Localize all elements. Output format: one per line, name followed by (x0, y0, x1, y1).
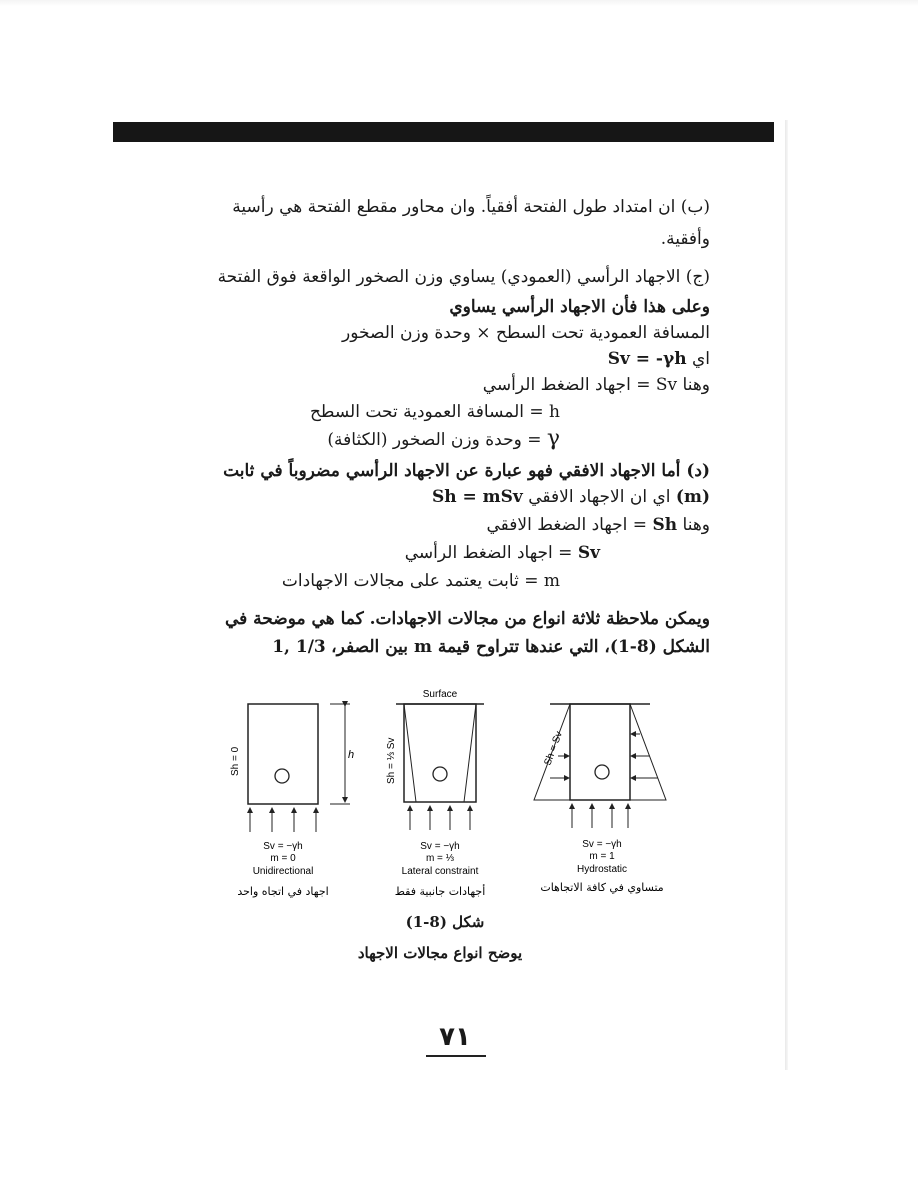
symbol-sv-2: Sv (577, 543, 600, 563)
surface-label: Surface (422, 689, 458, 700)
equation-sv: Sv = -γh (607, 349, 687, 369)
text-line-10 (223, 460, 710, 482)
m-range: 1, 1/3 (272, 637, 326, 657)
text-line-15-text: ويمكن ملاحظة ثلاثة انواع من مجالات الاجهادات. كما هي موضحة في (224, 609, 710, 629)
panel-3-side-label: Sh = Sv (542, 730, 565, 768)
text-line-3: (ج) الاجهاد الرأسي (العمودي) يساوي وزن الصخور الواقعة فوق الفتحة (217, 267, 710, 287)
panel-1-name: Unidirectional (252, 866, 314, 877)
text-line-8 (310, 401, 560, 423)
text-line-9-def: = وحدة وزن الصخور (الكثافة) (327, 430, 542, 450)
panel-unidirectional (230, 704, 354, 898)
opening-circle-3 (595, 765, 609, 779)
text-line-8-def: = المسافة العمودية تحت السطح (309, 402, 544, 422)
text-line-10-text: (د) أما الاجهاد الافقي فهو عبارة عن الاجهاد الرأسي مضروباً في ثابت (223, 461, 710, 481)
text-line-6 (608, 348, 710, 370)
text-line-4 (449, 296, 710, 318)
page-number-underline (426, 1055, 486, 1057)
panel-2-m: m = ⅓ (425, 853, 455, 864)
right-pressure-triangle-3 (630, 704, 666, 800)
panel-lateral-constraint (386, 689, 485, 898)
panel-3-arabic: متساوي في كافة الاتجاهات (540, 881, 664, 894)
panel-2-formula: Sv = −γh (420, 841, 460, 852)
text-line-14 (282, 570, 560, 592)
figure-caption: يوضح انواع مجالات الاجهاد (357, 944, 523, 962)
equation-sh: Sh = mSv (431, 487, 523, 507)
text-line-7 (483, 374, 710, 396)
text-line-5: المسافة العمودية تحت السطح × وحدة وزن الصخور (342, 323, 710, 343)
header-bar (113, 122, 774, 142)
opening-circle-2 (433, 767, 447, 781)
rock-block-1 (248, 704, 318, 804)
text-line-11 (432, 486, 710, 508)
scan-edge (0, 0, 918, 6)
vertical-stress-arrows-3 (572, 804, 628, 828)
symbol-m-2: m (543, 571, 560, 591)
panel-3-name: Hydrostatic (576, 864, 628, 875)
opening-circle-1 (275, 769, 289, 783)
page-number: ٧١ (439, 1022, 471, 1052)
text-line-16 (272, 636, 710, 658)
panel-3-m: m = 1 (589, 851, 615, 862)
panel-1-formula: Sv = −γh (263, 841, 303, 852)
text-line-6-label: اي (691, 349, 710, 369)
stress-field-diagram (200, 684, 730, 914)
rock-block-2 (404, 704, 476, 802)
symbol-gamma: γ (546, 426, 560, 451)
text-line-12-def: = اجهاد الضغط الافقي (486, 515, 648, 535)
text-line-7-label: وهنا (682, 375, 710, 395)
text-line-2: وأفقية. (660, 229, 710, 249)
text-line-1: (ب) ان امتداد طول الفتحة أفقياً. وان محاور مقطع الفتحة هي رأسية (232, 197, 710, 217)
panel-hydrostatic (534, 704, 666, 894)
panel-1-side-label: Sh = 0 (230, 746, 241, 776)
figure-title: شكل (8-1) (405, 913, 485, 931)
horizontal-stress-arrows-3 (550, 734, 658, 778)
symbol-sh: Sh (652, 515, 678, 535)
vertical-stress-arrows-2 (410, 806, 470, 830)
text-line-15 (225, 608, 710, 630)
text-line-14-def: = ثابت يعتمد على مجالات الاجهادات (281, 571, 539, 591)
text-line-12-label: وهنا (682, 515, 710, 535)
panel-3-formula: Sv = −γh (582, 839, 622, 850)
text-line-12 (486, 514, 710, 536)
left-pressure-triangle-2 (404, 704, 416, 802)
text-line-16-text: الشكل (8-1)، التي عندها تتراوح قيمة m بين الصفر، (331, 637, 710, 657)
text-line-9 (327, 428, 560, 451)
h-label: h (348, 749, 355, 761)
panel-2-name: Lateral constraint (401, 866, 479, 877)
panel-1-m: m = 0 (270, 853, 296, 864)
text-line-13 (405, 542, 600, 564)
right-pressure-triangle-2 (464, 704, 476, 802)
page-edge-shadow (785, 120, 788, 1070)
text-line-13-def: = اجهاد الضغط الرأسي (404, 543, 573, 563)
vertical-stress-arrows-1 (250, 808, 316, 832)
panel-2-arabic: أجهادات جانبية فقط (394, 885, 486, 898)
text-line-11-label: اي ان الاجهاد الافقي (528, 487, 671, 507)
symbol-h: h (549, 402, 560, 422)
text-line-4-text: وعلى هذا فأن الاجهاد الرأسي يساوي (449, 297, 710, 317)
rock-block-3 (570, 704, 630, 800)
symbol-sv: Sv (655, 375, 678, 395)
panel-2-side-label: Sh = ⅓ Sv (386, 737, 397, 784)
stress-field-figure (200, 684, 730, 914)
symbol-m: (m) (675, 487, 710, 507)
text-line-7-def: = اجهاد الضغط الرأسي (482, 375, 651, 395)
panel-1-arabic: اجهاد في اتجاه واحد (237, 885, 329, 898)
